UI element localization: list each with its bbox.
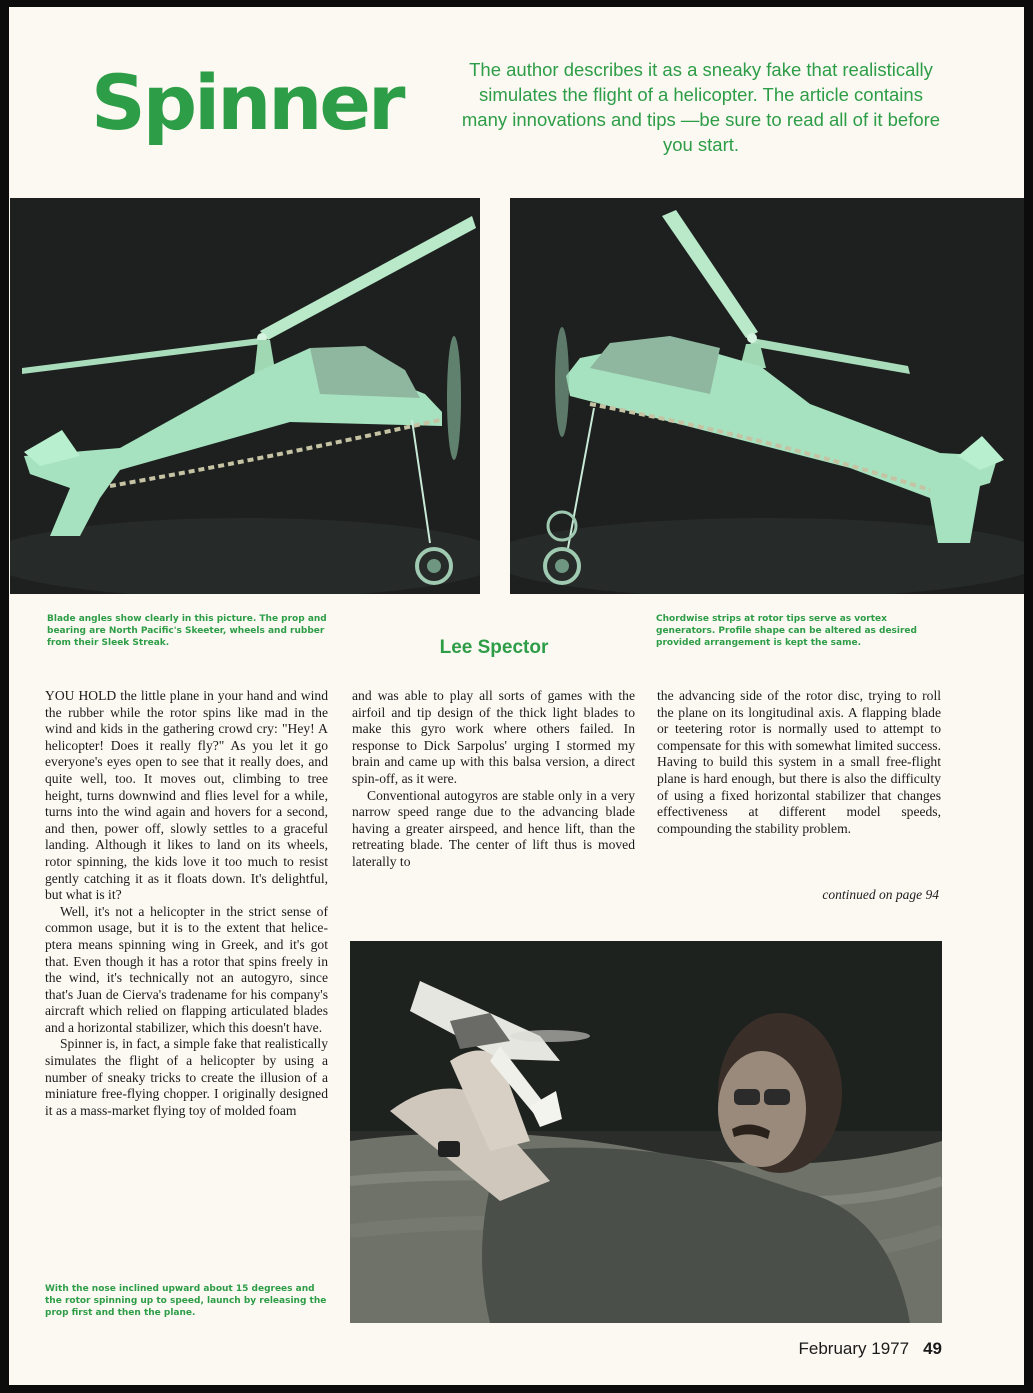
body-column-1 bbox=[45, 688, 328, 1119]
paragraph: YOU HOLD the little plane in your hand and wind the rubber while the rotor spins like mad in the wind and kids in the gathering crowd cry: "Hey! A helicopter! Does it really fly?" As you let it go everyone's eyes open to see that it really does, and quite well, too. It moves out, climbing to tree height, turns downwind and flies level for a while, turns into the wind again and hovers for a second, and then, power off, slowly settles to a graceful landing. Although it likes to land on its wheels, rotor spinning, the kids love it too much to resist gently catching it as it floats down. It's delightful, but what is it? bbox=[45, 688, 328, 903]
page-footer bbox=[764, 1339, 942, 1359]
caption-bottom: With the nose inclined upward about 15 degrees and the rotor spinning up to speed, launch by releasing the prop first and then the plane. bbox=[45, 1284, 327, 1318]
magazine-page bbox=[9, 7, 1024, 1385]
article-deck: The author describes it as a sneaky fake that realistically simulates the flight of a helicopter. The article contains many innovations and tips —be sure to read all of it before you start. bbox=[461, 59, 941, 155]
caption-left: Blade angles show clearly in this picture. The prop and bearing are North Pacific's Skeeter, wheels and rubber from their Sleek Streak. bbox=[47, 614, 327, 648]
body-column-2 bbox=[352, 688, 635, 871]
paragraph: and was able to play all sorts of games with the airfoil and tip design of the thick light blades to make this gyro work where others failed. In response to Dick Sarpolus' urging I stormed my brain and came up with this balsa version, a direct spin-off, as it were. bbox=[352, 688, 635, 786]
page-number: 49 bbox=[923, 1339, 942, 1358]
paragraph: Spinner is, in fact, a simple fake that realistically simulates the flight of a helicopter by using a number of sneaky tricks to create the illusion of a miniature free-flying chopper. I originally designed it as a mass-market flying toy of molded foam bbox=[45, 1036, 328, 1118]
photo-author-launch bbox=[350, 941, 942, 1323]
continued-note: continued on page 94 bbox=[822, 887, 939, 902]
photo-model-left bbox=[10, 198, 480, 594]
body-column-3 bbox=[657, 688, 941, 837]
caption-right: Chordwise strips at rotor tips serve as vortex generators. Profile shape can be altered as desired provided arrangement is kept the same. bbox=[656, 614, 917, 648]
paragraph: Well, it's not a helicopter in the strict sense of common usage, but it is to the extent that helice-ptera means spinning wing in Greek, and it's got that. Even though it has a rotor that spins freely in the wind, it's technically not an autogyro, since that's Juan de Cierva's tradename for his company's aircraft which relied on flapping articulated blades and a horizontal stabilizer, which this doesn't have. bbox=[45, 903, 328, 1035]
paragraph: the advancing side of the rotor disc, trying to roll the plane on its longitudinal axis. A flapping blade or teetering rotor is normally used to attempt to compensate for this with somewhat limited success. Having to build this system in a small free-flight plane is hard enough, but there is also the difficulty of using a fixed horizontal stabilizer that changes effectiveness at different model speeds, compounding the stability problem. bbox=[657, 688, 941, 836]
article-title: Spinner bbox=[91, 58, 403, 147]
byline: Lee Spector bbox=[439, 637, 549, 658]
paragraph: Conventional autogyros are stable only in a very narrow speed range due to the advancing blade having a greater airspeed, and hence lift, than the retreating blade. The center of lift thus is moved laterally to bbox=[352, 787, 635, 869]
issue-date: February 1977 bbox=[798, 1339, 910, 1358]
photo-model-right bbox=[510, 198, 1024, 594]
